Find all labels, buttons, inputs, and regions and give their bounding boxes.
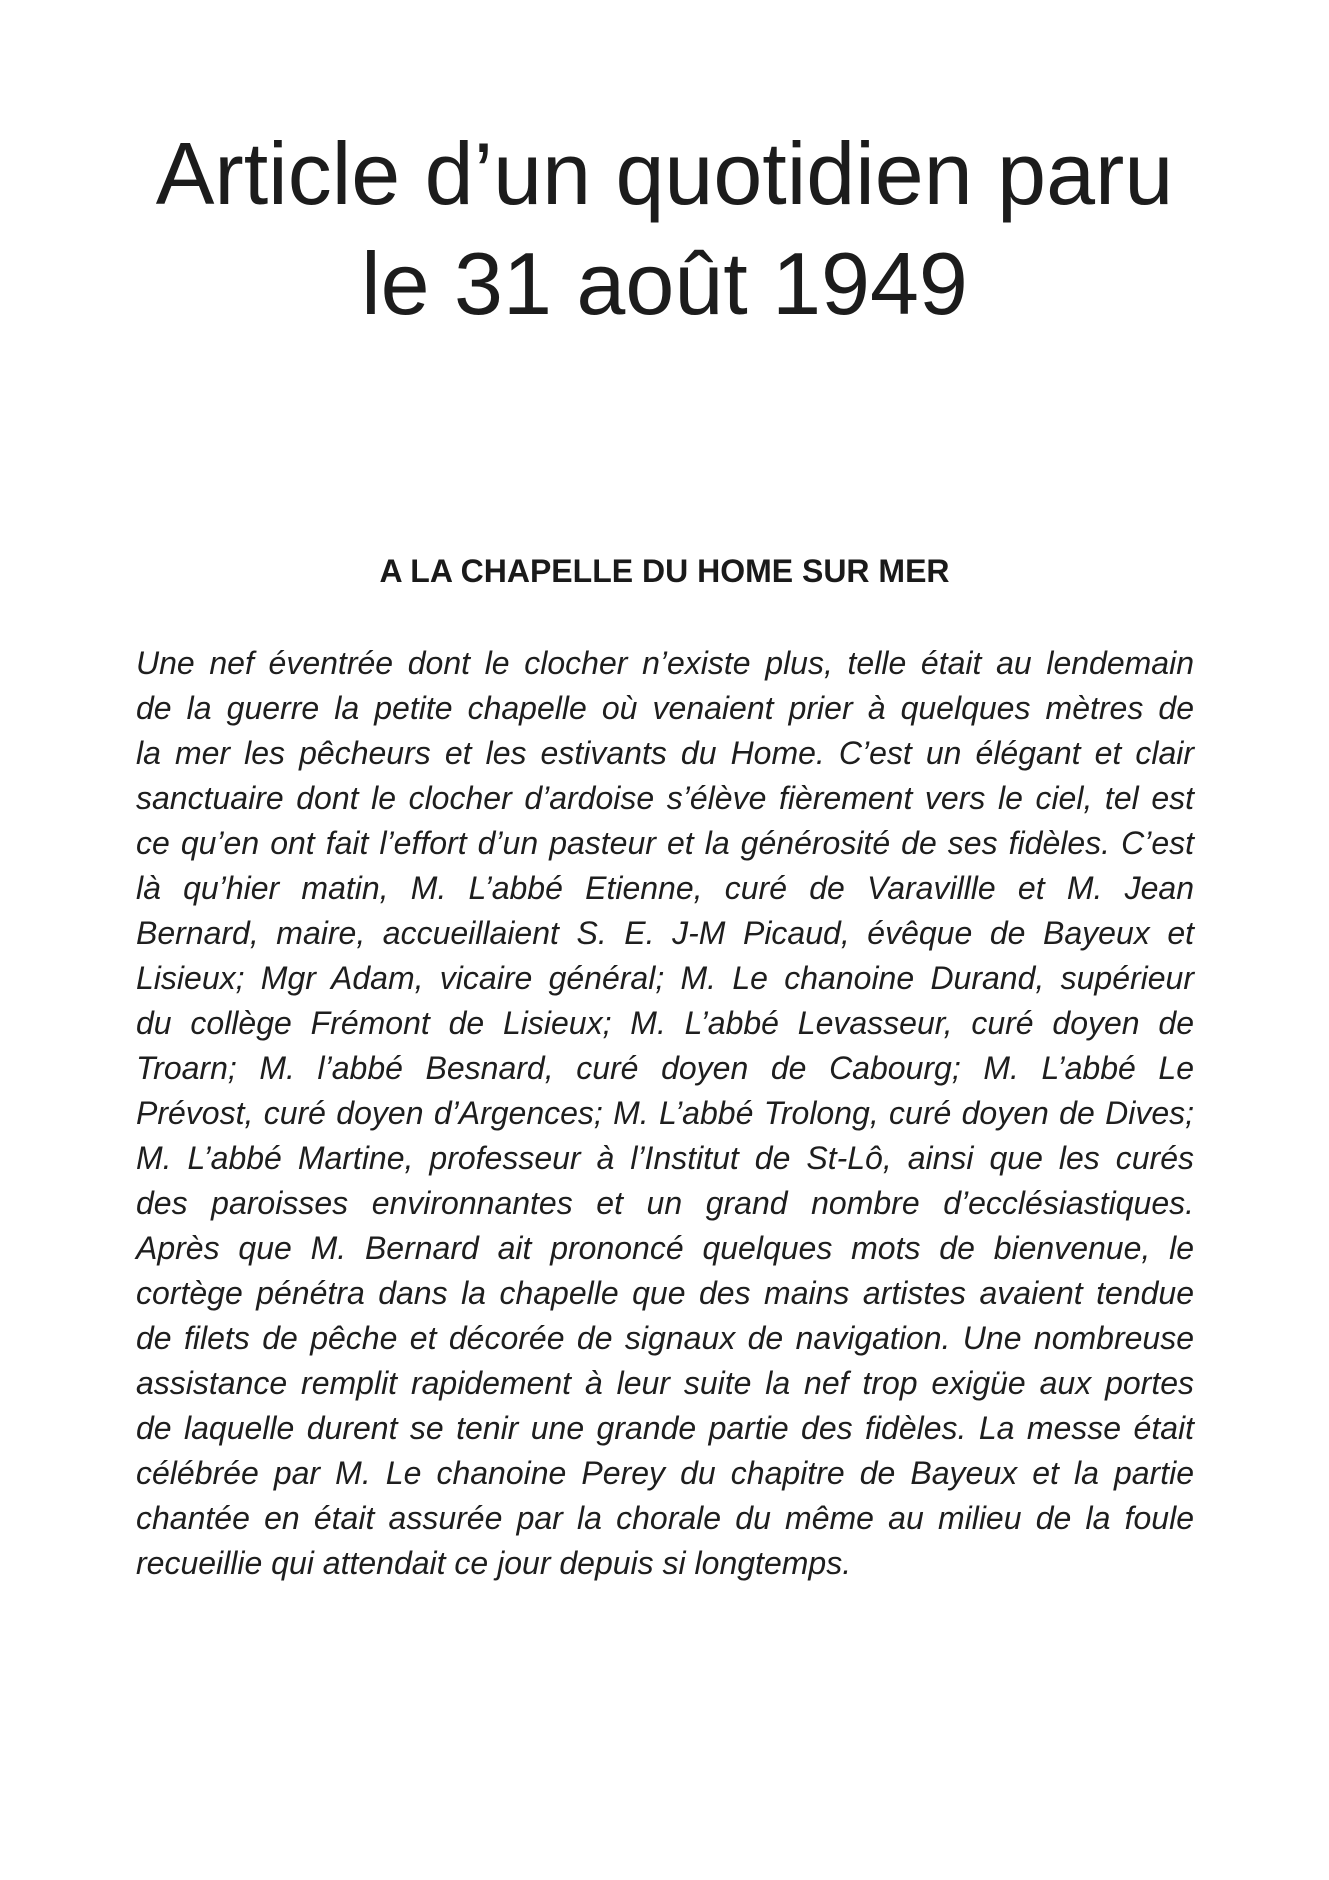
body-line: de la guerre la petite chapelle où venaient prier à quelques mètres de xyxy=(136,690,1194,726)
article-heading: A LA CHAPELLE DU HOME SUR MER xyxy=(379,553,950,589)
body-line: chantée en était assurée par la chorale du même au milieu de la foule xyxy=(136,1500,1194,1536)
body-line: des paroisses environnantes et un grand nombre d’ecclésiastiques. xyxy=(136,1185,1194,1221)
page-title xyxy=(0,119,1329,339)
body-line: recueillie qui attendait ce jour depuis si longtemps. xyxy=(136,1545,852,1581)
body-line: Bernard, maire, accueillaient S. E. J-M Picaud, évêque de Bayeux et xyxy=(136,915,1194,951)
body-line: de filets de pêche et décorée de signaux de navigation. Une nombreuse xyxy=(136,1320,1194,1356)
page-title-line2: le 31 août 1949 xyxy=(361,234,968,333)
body-line: ce qu’en ont fait l’effort d’un pasteur et la générosité de ses fidèles. C’est xyxy=(136,825,1194,861)
article-body xyxy=(136,641,1194,1586)
body-line: Troarn; M. l’abbé Besnard, curé doyen de Cabourg; M. L’abbé Le xyxy=(136,1050,1194,1086)
body-line: Une nef éventrée dont le clocher n’existe plus, telle était au lendemain xyxy=(136,645,1194,681)
body-line: là qu’hier matin, M. L’abbé Etienne, curé de Varavillle et M. Jean xyxy=(136,870,1194,906)
body-line: sanctuaire dont le clocher d’ardoise s’élève fièrement vers le ciel, tel est xyxy=(136,780,1194,816)
body-line: cortège pénétra dans la chapelle que des mains artistes avaient tendue xyxy=(136,1275,1194,1311)
body-line: M. L’abbé Martine, professeur à l’Institut de St-Lô, ainsi que les curés xyxy=(136,1140,1194,1176)
page-title-line1: Article d’un quotidien paru xyxy=(155,124,1174,223)
body-line: Après que M. Bernard ait prononcé quelques mots de bienvenue, le xyxy=(136,1230,1194,1266)
body-line: de laquelle durent se tenir une grande partie des fidèles. La messe était xyxy=(136,1410,1194,1446)
body-line: la mer les pêcheurs et les estivants du Home. C’est un élégant et clair xyxy=(136,735,1194,771)
body-line: assistance remplit rapidement à leur suite la nef trop exigüe aux portes xyxy=(136,1365,1194,1401)
body-line: du collège Frémont de Lisieux; M. L’abbé Levasseur, curé doyen de xyxy=(136,1005,1194,1041)
body-line: Prévost, curé doyen d’Argences; M. L’abbé Trolong, curé doyen de Dives; xyxy=(136,1095,1194,1131)
body-line: célébrée par M. Le chanoine Perey du chapitre de Bayeux et la partie xyxy=(136,1455,1194,1491)
body-line: Lisieux; Mgr Adam, vicaire général; M. Le chanoine Durand, supérieur xyxy=(136,960,1194,996)
